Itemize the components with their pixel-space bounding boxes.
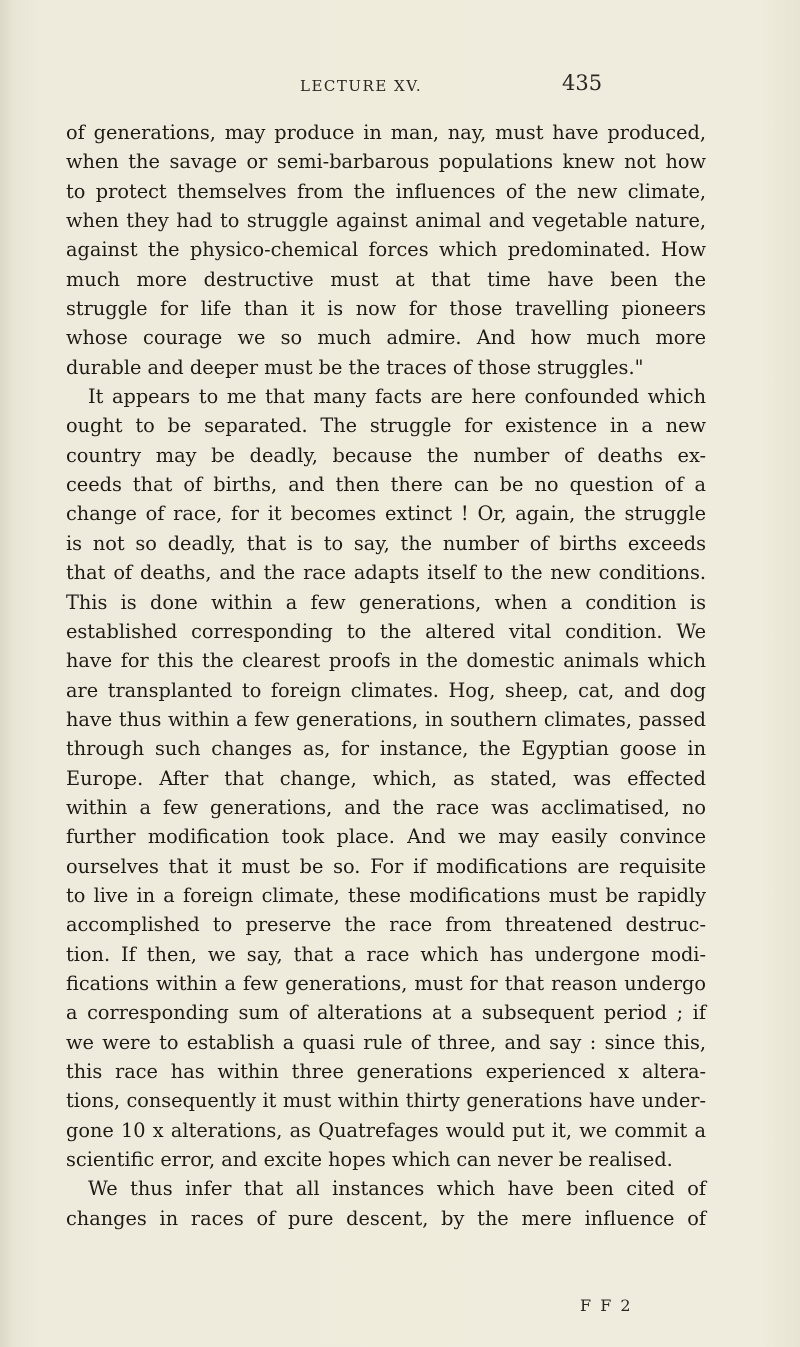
text-line: struggle for life than it is now for those travelling pioneers: [66, 297, 706, 321]
text-line: is not so deadly, that is to say, the number of births exceeds: [66, 531, 706, 555]
text-line: scientific error, and excite hopes which can never be realised.: [66, 1148, 673, 1172]
text-line: through such changes as, for instance, the Egyptian goose in: [66, 737, 706, 761]
paragraph-start-line: We thus infer that all instances which have been cited of: [88, 1177, 706, 1201]
text-line: further modification took place. And we may easily convince: [66, 825, 706, 849]
text-line: whose courage we so much admire. And how much more: [66, 326, 706, 350]
text-line: Europe. After that change, which, as stated, was effected: [66, 766, 706, 790]
text-line: have thus within a few generations, in southern climates, passed: [66, 707, 706, 731]
text-line: fications within a few generations, must for that reason undergo: [66, 971, 706, 995]
text-line: ought to be separated. The struggle for existence in a new: [66, 414, 706, 438]
text-line: accomplished to preserve the race from threatened destruc-: [66, 913, 706, 937]
signature-mark: F F 2: [580, 1296, 633, 1315]
text-line: established corresponding to the altered vital condition. We: [66, 619, 706, 643]
text-line: durable and deeper must be the traces of those struggles.": [66, 355, 644, 379]
text-line: This is done within a few generations, when a condition is: [66, 590, 706, 614]
text-line: changes in races of pure descent, by the mere influence of: [66, 1206, 706, 1230]
page-header: [0, 71, 800, 101]
running-head: LECTURE XV.: [300, 77, 423, 95]
text-line: change of race, for it becomes extinct ! Or, again, the struggle: [66, 502, 706, 526]
text-line: tions, consequently it must within thirty generations have under-: [66, 1089, 706, 1113]
text-line: a corresponding sum of alterations at a subsequent period ; if: [66, 1001, 706, 1025]
text-line: tion. If then, we say, that a race which has undergone modi-: [66, 942, 706, 966]
text-line: much more destructive must at that time have been the: [66, 267, 706, 291]
page-number: 435: [562, 71, 603, 95]
paragraph-start-line: It appears to me that many facts are here confounded which: [88, 385, 706, 409]
text-line: ceeds that of births, and then there can be no question of a: [66, 473, 706, 497]
text-line: that of deaths, and the race adapts itself to the new conditions.: [66, 561, 706, 585]
text-line: are transplanted to foreign climates. Hog, sheep, cat, and dog: [66, 678, 706, 702]
text-line: country may be deadly, because the number of deaths ex-: [66, 443, 706, 467]
text-line: to live in a foreign climate, these modifications must be rapidly: [66, 883, 706, 907]
text-line: have for this the clearest proofs in the domestic animals which: [66, 649, 706, 673]
text-line: against the physico-chemical forces which predominated. How: [66, 238, 706, 262]
text-line: when the savage or semi-barbarous populations knew not how: [66, 150, 706, 174]
body-text: [66, 118, 706, 1233]
text-line: to protect themselves from the influences of the new climate,: [66, 179, 706, 203]
text-line: gone 10 x alterations, as Quatrefages would put it, we commit a: [66, 1118, 706, 1142]
text-line: within a few generations, and the race was acclimatised, no: [66, 795, 706, 819]
text-line: when they had to struggle against animal and vegetable nature,: [66, 209, 706, 233]
text-line: this race has within three generations experienced x altera-: [66, 1060, 706, 1083]
text-line: we were to establish a quasi rule of three, and say : since this,: [66, 1030, 706, 1054]
text-line: ourselves that it must be so. For if modifications are requisite: [66, 854, 706, 878]
text-line: of generations, may produce in man, nay, must have produced,: [66, 121, 706, 144]
